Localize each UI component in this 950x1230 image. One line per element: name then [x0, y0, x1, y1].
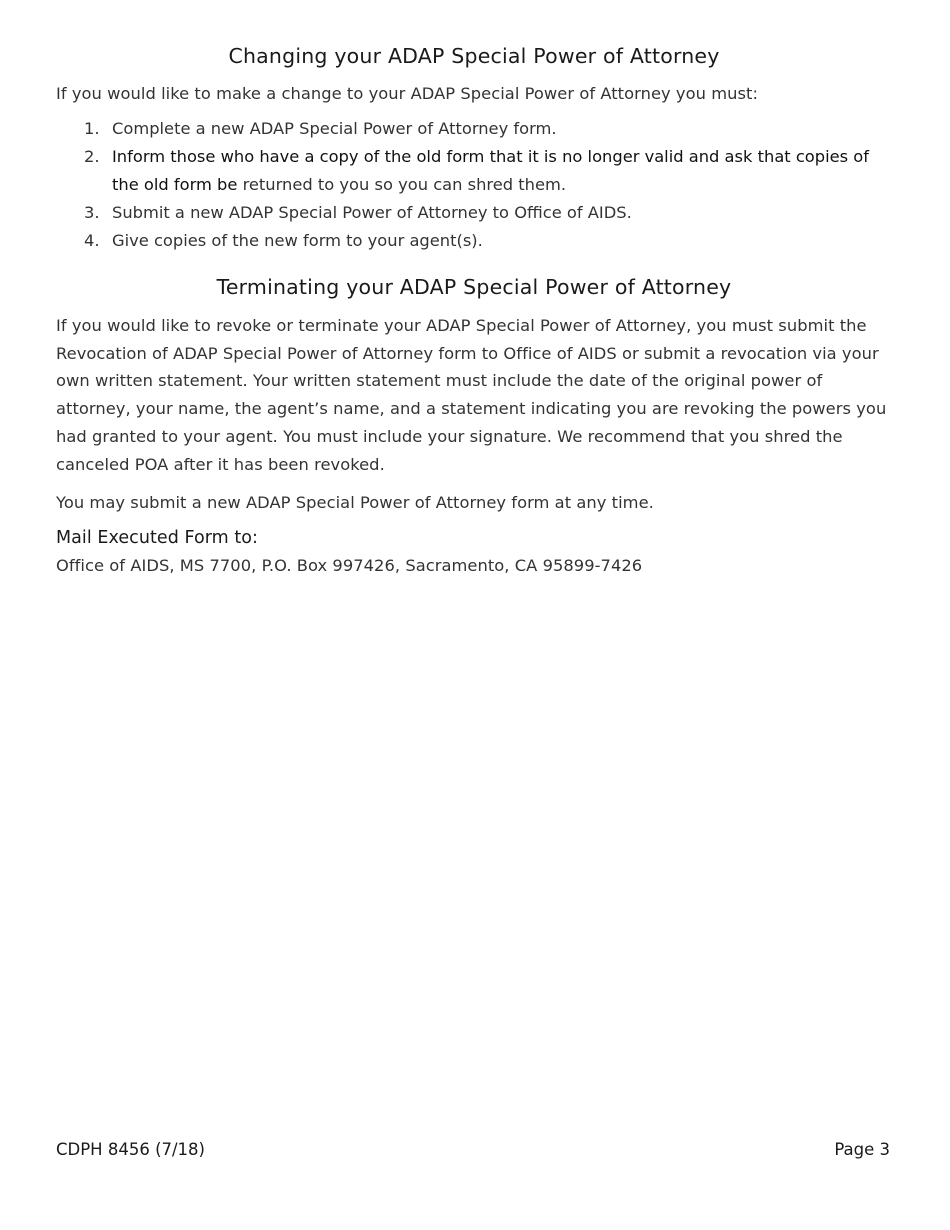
- change-steps-list: [56, 115, 892, 255]
- list-item: [56, 199, 892, 227]
- step-text: Give copies of the new form to your agent(s).: [112, 230, 483, 250]
- page-number: Page 3: [834, 1140, 890, 1159]
- changing-intro: If you would like to make a change to your ADAP Special Power of Attorney you must:: [56, 84, 758, 103]
- form-id: CDPH 8456 (7/18): [56, 1140, 205, 1159]
- list-item: [56, 115, 892, 143]
- page-content: [56, 42, 892, 580]
- step-text: returned to you so you can shred them.: [237, 174, 567, 194]
- mail-label: Mail Executed Form to:: [56, 528, 258, 549]
- step-text: Submit a new ADAP Special Power of Attorney to Office of AIDS.: [112, 202, 632, 222]
- anytime-note: You may submit a new ADAP Special Power of Attorney form at any time.: [56, 492, 654, 512]
- step-number: 4.: [84, 230, 100, 250]
- step-number: 1.: [84, 118, 100, 138]
- heading-changing: Changing your ADAP Special Power of Attorney: [228, 44, 720, 68]
- list-item: [56, 227, 892, 255]
- step-text-emphasis: Inform those who have a copy of the old form that it is no longer valid and ask that copies of the old form be: [112, 146, 869, 194]
- step-text: Complete a new ADAP Special Power of Attorney form.: [112, 118, 557, 138]
- list-item: [56, 143, 892, 199]
- terminate-paragraph: If you would like to revoke or terminate your ADAP Special Power of Attorney, you must submit the Revocation of ADAP Special Power of Attorney form to Office of AIDS or submit a revocation via your own written statement. Your written statement must include the date of the original power of attorney, your name, the agent’s name, and a statement indicating you are revoking the powers you had granted to your agent. You must include your signature. We recommend that you shred the canceled POA after it has been revoked.: [56, 315, 887, 474]
- step-number: 2.: [84, 146, 100, 166]
- mail-address: Office of AIDS, MS 7700, P.O. Box 997426, Sacramento, CA 95899-7426: [56, 556, 643, 576]
- step-number: 3.: [84, 202, 100, 222]
- heading-terminating: Terminating your ADAP Special Power of Attorney: [216, 274, 732, 299]
